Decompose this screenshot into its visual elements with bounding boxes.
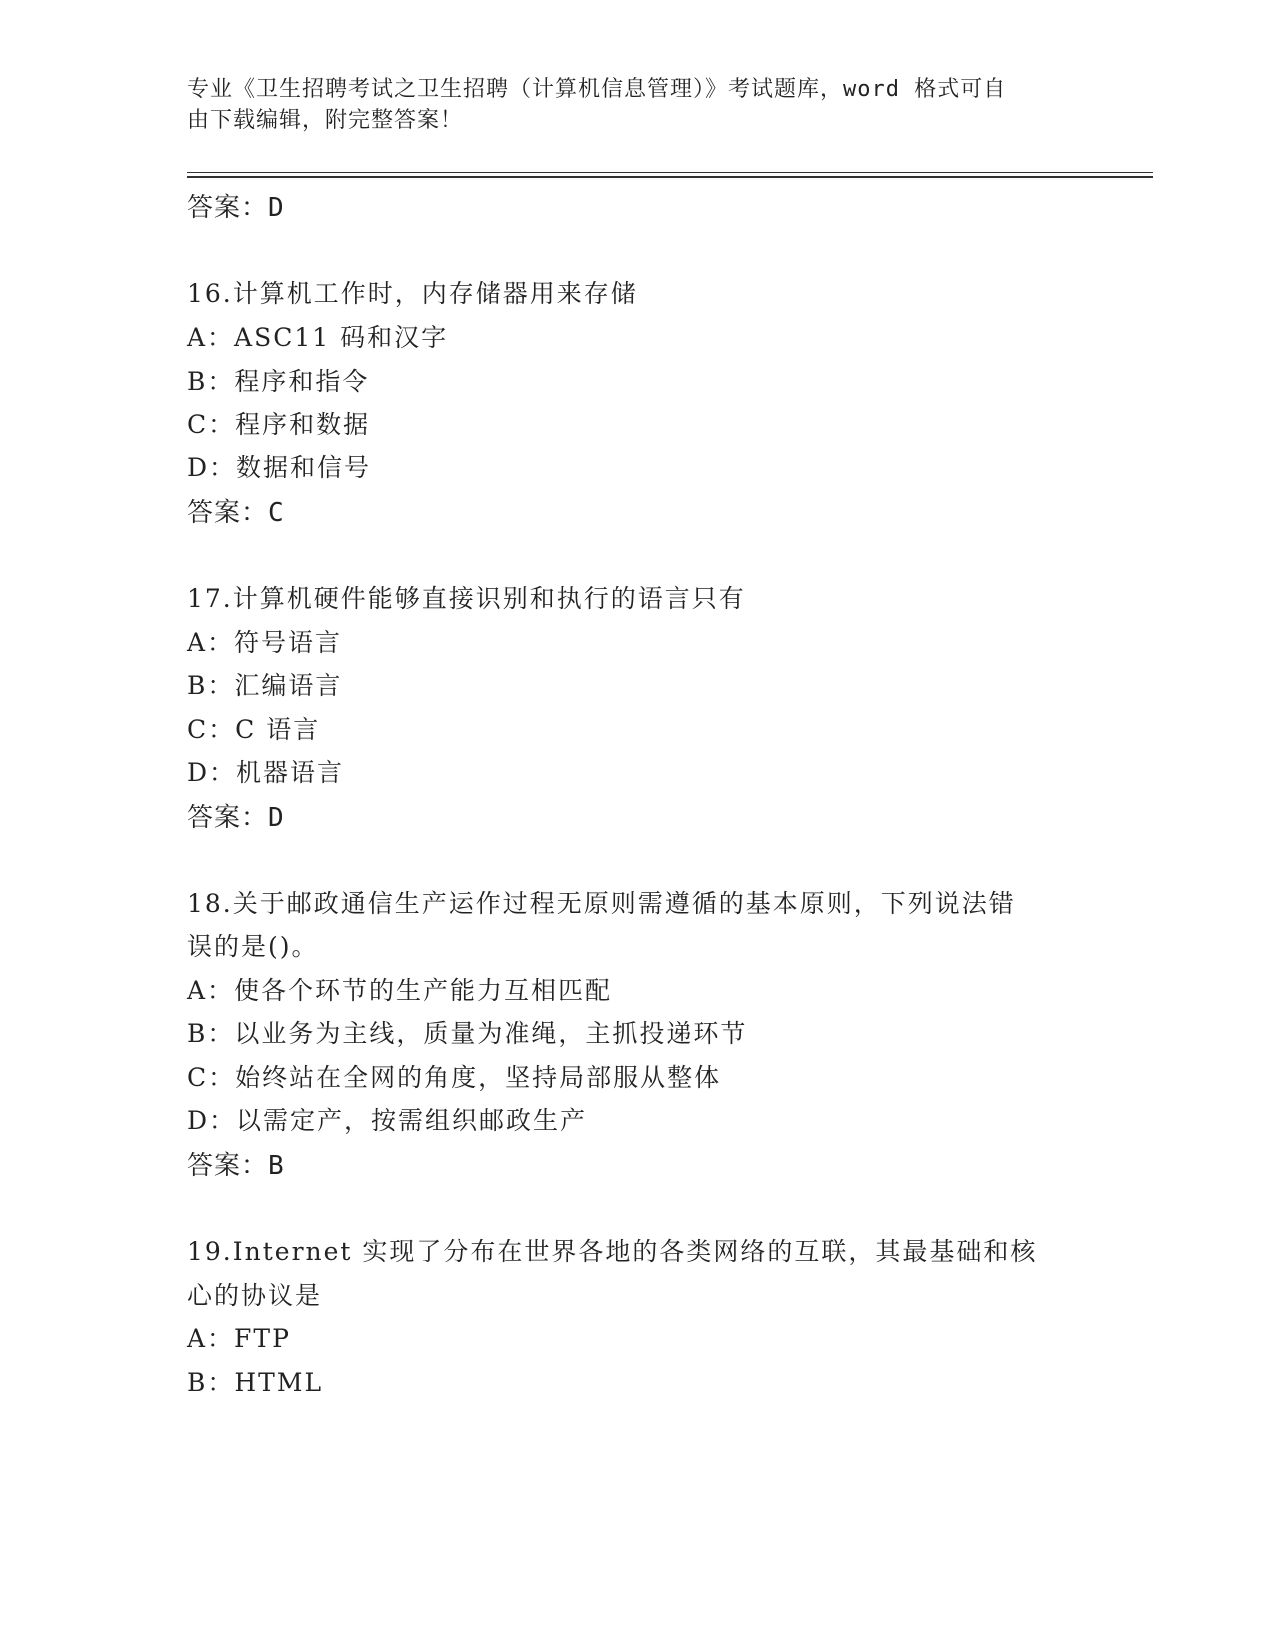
option-b: B：以业务为主线，质量为准绳，主抓投递环节 [187, 1019, 748, 1048]
option-d: D：以需定产，按需组织邮政生产 [187, 1106, 588, 1135]
question-stem: 19.Internet 实现了分布在世界各地的各类网络的互联，其最基础和核 [187, 1237, 1038, 1266]
question-stem: 17.计算机硬件能够直接识别和执行的语言只有 [187, 584, 746, 613]
option-b: B：汇编语言 [187, 671, 343, 700]
question-stem: 16.计算机工作时，内存储器用来存储 [187, 279, 638, 308]
option-b: B：HTML [187, 1368, 324, 1397]
option-d: D：数据和信号 [187, 453, 372, 482]
option-b: B：程序和指令 [187, 367, 370, 396]
option-c: C：始终站在全网的角度，坚持局部服从整体 [187, 1063, 722, 1092]
option-d: D：机器语言 [187, 758, 345, 787]
option-c: C：C 语言 [187, 715, 321, 744]
question-stem-cont: 误的是()。 [187, 932, 319, 961]
question-stem-cont: 心的协议是 [187, 1281, 323, 1310]
document-header [187, 74, 1067, 136]
header-line-2: 由下载编辑，附完整答案！ [187, 108, 464, 133]
answer-line: 答案：C [187, 498, 285, 528]
option-a: A：ASC11 码和汉字 [187, 323, 449, 352]
question-stem: 18.关于邮政通信生产运作过程无原则需遵循的基本原则，下列说法错 [187, 889, 1016, 918]
header-rule-thick [187, 176, 1153, 178]
header-line-1: 专业《卫生招聘考试之卫生招聘（计算机信息管理）》考试题库，word 格式可自 [187, 77, 1007, 102]
answer-line: 答案：B [187, 1151, 285, 1181]
option-a: A：FTP [187, 1324, 291, 1353]
option-c: C：程序和数据 [187, 410, 371, 439]
option-a: A：使各个环节的生产能力互相匹配 [187, 976, 613, 1005]
answer-line: 答案：D [187, 803, 285, 833]
answer-line: 答案：D [187, 193, 285, 223]
option-a: A：符号语言 [187, 628, 343, 657]
header-rule-thin [187, 172, 1153, 173]
